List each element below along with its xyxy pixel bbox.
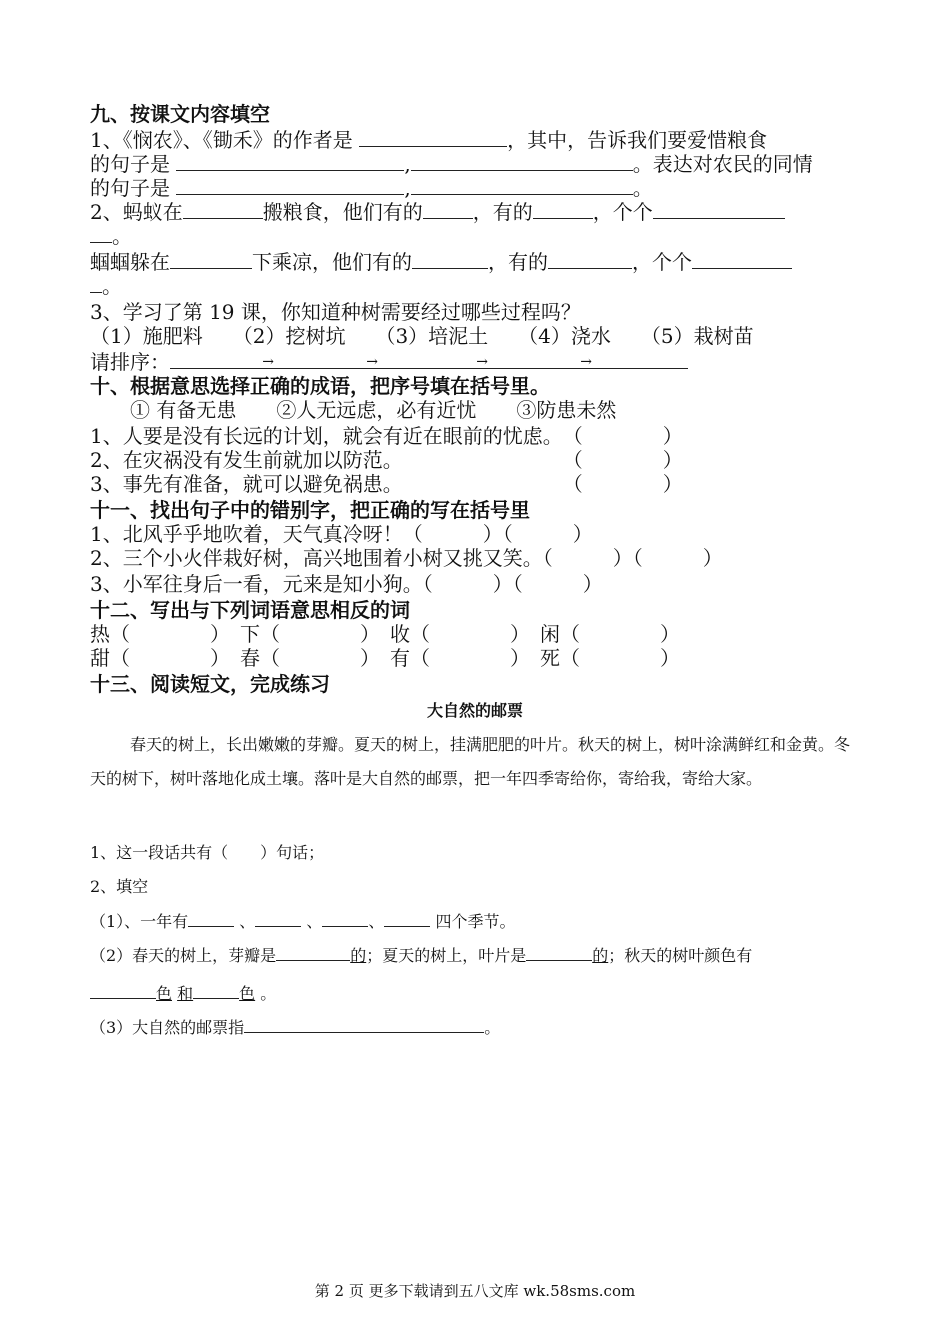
q2-2-label: （2）春天的树上，芽瓣是 [90, 946, 277, 965]
blank[interactable] [276, 944, 350, 961]
sec9-l2a-text: 的句子是 [90, 152, 170, 176]
color-suffix: 色 [156, 984, 173, 1003]
q2-2-suffix: 的 [350, 946, 367, 965]
q2-2-suffix: 的 [592, 946, 609, 965]
blank[interactable] [188, 910, 234, 927]
q2-1-sep: 、 [368, 912, 385, 931]
sec9-line-3: 的句子是 , 。 [90, 176, 653, 200]
sec9-l1b-text: ，其中，告诉我们要爱惜粮食 [507, 128, 768, 152]
sec13-q2-2 [90, 944, 752, 967]
order-blank-arrow[interactable] [370, 350, 480, 369]
section-10-title: 十、根据意思选择正确的成语，把序号填在括号里。 [90, 374, 550, 398]
blank[interactable] [584, 350, 688, 369]
sec11-q3: 3、小军往身后一看，元来是知小狗。（ ）（ ） [90, 572, 603, 596]
sec9-l4c-text: ，有的 [472, 200, 533, 224]
section-9-title: 九、按课文内容填空 [90, 102, 270, 126]
sec10-options: ① 有备无患 ②人无远虑，必有近忧 ③防患未然 [130, 398, 617, 422]
blank[interactable] [176, 152, 404, 171]
page-footer: 第 2 页 更多下载请到五八文库 wk.58sms.com [314, 1282, 636, 1300]
blank[interactable] [359, 128, 507, 147]
sec9-line-2: 的句子是 , 。表达对农民的同情 [90, 152, 813, 176]
sec9-l3b-text: 。 [632, 176, 653, 200]
blank[interactable] [90, 982, 156, 999]
sec9-l4b-text: 搬粮食，他们有的 [262, 200, 423, 224]
q2-2-tail: ；秋天的树叶颜色有 [608, 946, 753, 965]
sec10-q2: 2、在灾祸没有发生前就加以防范。 （ ） [90, 448, 683, 472]
sec9-line-7 [90, 274, 122, 298]
blank[interactable] [411, 176, 633, 195]
sec10-q3: 3、事先有准备，就可以避免祸患。 （ ） [90, 472, 683, 496]
order-blank-arrow[interactable] [480, 350, 584, 369]
sec12-row-1: 热（ ） 下（ ） 收（ ） 闲（ ） [90, 622, 680, 646]
blank[interactable] [411, 152, 633, 171]
sec9-l6b-text: 下乘凉，他们有的 [252, 250, 412, 274]
sec9-steps: （1）施肥料 （2）挖树坑 （3）培泥土 （4）浇水 （5）栽树苗 [90, 324, 754, 348]
sec9-l5-text: 。 [112, 224, 132, 248]
sec9-l6-text: 蝈蝈躲在 [90, 250, 170, 274]
sec9-line-5 [90, 224, 132, 248]
sec12-row-2: 甜（ ） 春（ ） 有（ ） 死（ ） [90, 646, 680, 670]
sec13-q2-1 [90, 910, 516, 933]
sec9-line-6 [90, 250, 792, 274]
period: 。 [260, 984, 277, 1003]
color-suffix: 色 [239, 984, 256, 1003]
sec9-l7-text: 。 [102, 274, 122, 298]
blank[interactable] [90, 224, 112, 243]
sec11-q1: 1、北风乎乎地吹着，天气真冷呀！（ ）（ ） [90, 522, 593, 546]
sec9-l3a-text: 的句子是 [90, 176, 170, 200]
sec9-l2b-text: 。表达对农民的同情 [632, 152, 813, 176]
sec13-q2-3 [90, 1016, 500, 1039]
sec9-l6d-text: ，个个 [632, 250, 692, 274]
blank[interactable] [526, 944, 592, 961]
and-word: 和 [177, 984, 194, 1003]
sec9-order-label: 请排序： [90, 350, 170, 374]
sec9-l4d-text: ，个个 [592, 200, 653, 224]
sec9-order-line [90, 350, 688, 374]
sec9-line-1 [90, 128, 767, 152]
q2-1-label: （1）、一年有 [90, 912, 189, 931]
sec9-question-3: 3、学习了第 19 课，你知道种树需要经过哪些过程吗？ [90, 300, 581, 324]
blank[interactable] [183, 200, 263, 219]
article-title: 大自然的邮票 [426, 701, 523, 720]
sec13-q2-2-cont [90, 982, 276, 1005]
blank[interactable] [193, 982, 239, 999]
sec13-q2: 2、填空 [90, 877, 149, 896]
blank[interactable] [548, 250, 632, 269]
order-blank-arrow[interactable] [170, 350, 266, 369]
section-11-title: 十一、找出句子中的错别字，把正确的写在括号里 [90, 498, 530, 522]
section-12-title: 十二、写出与下列词语意思相反的词 [90, 598, 410, 622]
q2-1-tail: 四个季节。 [435, 912, 516, 931]
blank[interactable] [176, 176, 404, 195]
blank[interactable] [384, 910, 430, 927]
blank[interactable] [412, 250, 488, 269]
q2-2-mid: ；夏天的树上，叶片是 [366, 946, 527, 965]
sec10-q1: 1、人要是没有长远的计划，就会有近在眼前的忧虑。 （ ） [90, 424, 683, 448]
period: 。 [484, 1018, 501, 1037]
sec11-q2: 2、三个小火伴栽好树，高兴地围着小树又挑又笑。（ ）（ ） [90, 546, 723, 570]
sec9-l4-text: 2、蚂蚁在 [90, 200, 183, 224]
blank[interactable] [90, 274, 102, 293]
q2-3-label: （3）大自然的邮票指 [90, 1018, 245, 1037]
article-paragraph: 春天的树上，长出嫩嫩的芽瓣。夏天的树上，挂满肥肥的叶片。秋天的树上，树叶涂满鲜红和金黄。冬天的树下，树叶落地化成土壤。落叶是大自然的邮票，把一年四季寄给你，寄给我，寄给大家。 [90, 735, 851, 788]
blank[interactable] [533, 200, 593, 219]
sec9-l1-text: 1、《悯农》、《锄禾》的作者是 [90, 128, 353, 152]
blank[interactable] [653, 200, 785, 219]
sec13-q1: 1、这一段话共有（ ）句话； [90, 843, 325, 862]
blank[interactable] [244, 1016, 484, 1033]
blank[interactable] [255, 910, 301, 927]
blank[interactable] [170, 250, 252, 269]
blank[interactable] [322, 910, 368, 927]
q2-1-sep: 、 [306, 912, 323, 931]
sec9-l6c-text: ，有的 [488, 250, 548, 274]
sec9-line-4 [90, 200, 785, 224]
section-13-title: 十三、阅读短文，完成练习 [90, 672, 330, 696]
q2-1-sep: 、 [239, 912, 256, 931]
blank[interactable] [692, 250, 792, 269]
blank[interactable] [423, 200, 473, 219]
order-blank-arrow[interactable] [266, 350, 370, 369]
